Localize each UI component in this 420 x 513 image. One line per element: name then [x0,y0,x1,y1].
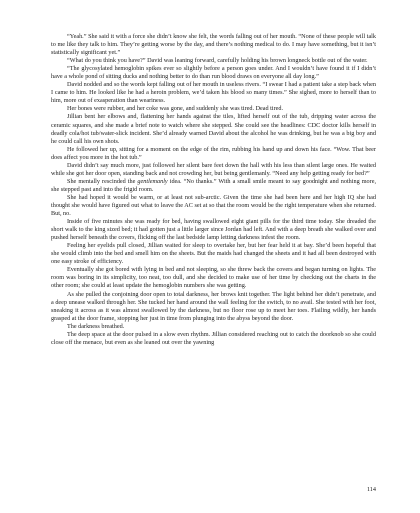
paragraph: The deep space at the door pulsed in a slow even rhythm. Jillian considered reaching out to catch the doorknob so she could close off the menace, but even as she leaned out over the yawning [51,330,376,346]
paragraph: The darkness breathed. [67,322,125,330]
paragraph: Jillian bent her elbows and, flattening her hands against the tiles, lifted herself out of the tub, dripping water across the ceramic squares, and she made a brief note to watch where she stepped. She could see the headlines: CDC doctor kills herself in deadly cola/hot tub/water-slick incident. She’d already warned David about the alcohol he was drinking, but he was a big boy and he could call his own shots. [51,113,376,145]
paragraph: David nodded and so the words kept falling out of her mouth in useless rivers. “I swear I had a patient take a step back when I came to him. He looked like he had a heroin problem, we’d taken his blood so many times.” She sighed, more to herself than to him, more out of exasperation than weariness. [51,81,376,105]
page-number: 114 [366,486,376,493]
emphasis: gentlemanly [137,177,168,185]
paragraph: Inside of five minutes she was ready for bed, having swallowed eight giant pills for the third time today. She dreaded the short walk to the king sized bed; it had gotten just a little larger since Jordan had left. And with a deep breath she walked over and pushed herself beneath the covers, flicking off the last bedside lamp letting darkness infest the room. [51,218,376,242]
paragraph: “What do you think you have?” David was leaning forward, carefully holding his brown longneck bottle out of the water. [67,57,368,65]
paragraph: “Yeah.” She said it with a force she didn’t know she felt, the words falling out of her mouth. “None of these people will talk to me like they talk to him. They’re getting worse by the day, and there’s nothing medical to do. I may have something, but it isn’t statistically significant yet.” [51,33,376,57]
paragraph: Eventually she got bored with lying in bed and not sleeping, so she threw back the covers and began turning on lights. The room was boring in its simplicity, too neat, too dull, and she decided to make use of her time by checking out the charts in the other room; she could at least update the hemoglobin numbers she was getting. [51,266,376,290]
paragraph: David didn’t say much more, just followed her silent bare feet down the hall with his less than silent large ones. He waited while she got her door open, standing back and not crowding her, but being gentlemanly. “Need any help getting ready for bed?” [51,161,376,177]
paragraph: Her bones were rubber, and her coke was gone, and suddenly she was tired. Dead tired. [67,105,284,113]
paragraph: She mentally rescinded the gentlemanly idea. “No thanks.” With a small smile meant to say goodnight and nothing more, she stepped past and into the frigid room. [51,177,376,193]
document-body [51,33,376,347]
paragraph: He followed her up, sitting for a moment on the edge of the rim, rubbing his hand up and down his face. “Wow. That beer does affect you more in the hot tub.” [51,145,376,161]
paragraph: “The glycosylated hemoglobin spikes ever so slightly before a person goes under. And I wouldn’t have found it if I didn’t have a whole pond of sitting ducks and nothing better to do than run blood draws on everyone all day long.” [51,65,376,81]
paragraph: She had hoped it would be warm, or at least not sub-arctic. Given the time she had been here and her high IQ she had thought she would have figured out what to leave the AC set at so that the room would be the right temperature when she returned. But, no. [51,193,376,218]
paragraph: As she pulled the conjoining door open to total darkness, her brows knit together. The light behind her didn’t penetrate, and a deep unease walked through her. She tucked her hand around the wall feeling for the switch, to no avail. She tested with her foot, sneaking it across as it was almost swallowed by the darkness, but no floor rose up to meet her toes. Flailing wildly, her hands grasped at the door frame, stopping her just in time from plunging into the abyss beyond the door. [51,290,376,322]
paragraph: Feeling her eyelids pull closed, Jillian waited for sleep to overtake her, but her fear held it at bay. She’d been hopeful that she would climb into the bed and smell him on the sheets. But the maids had changed the sheets and it had all been destroyed with one easy stroke of efficiency. [51,242,376,266]
